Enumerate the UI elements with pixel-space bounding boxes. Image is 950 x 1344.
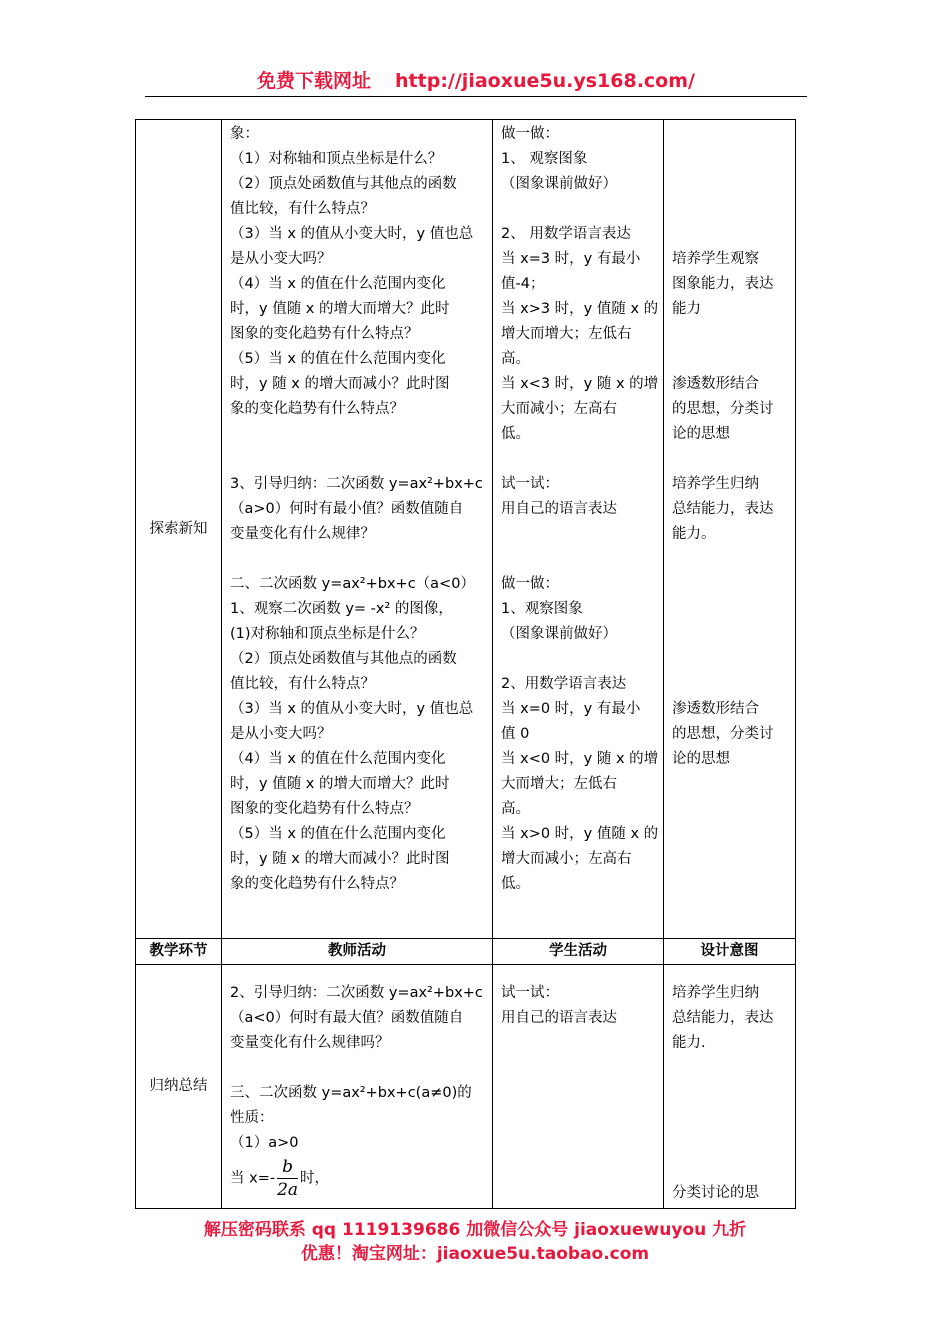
teacher-text-line: （a>0）何时有最小值？函数值随自: [230, 501, 464, 517]
intent-text-line: 的思想，分类讨: [672, 401, 774, 417]
student-text-line: 大而减小；左高右: [501, 401, 617, 417]
teacher-text-line: 象的变化趋势有什么特点？: [230, 876, 404, 892]
intent-text-line: [672, 147, 787, 172]
header-student-activity: 学生活动: [493, 939, 664, 965]
intent-text-line: [672, 1056, 787, 1081]
student-text-line: 高。: [501, 351, 530, 367]
fraction-denominator: 2a: [277, 1180, 299, 1200]
student-activity-cell: [493, 120, 664, 939]
student-text-line: 低。: [501, 426, 530, 442]
student-text-line: （图象课前做好）: [501, 176, 617, 192]
formula-line: [230, 1156, 484, 1201]
intent-text-line: [672, 172, 787, 197]
section-label-summary: 归纳总结: [136, 965, 222, 1209]
intent-text-line: [672, 1081, 787, 1106]
student-activity-cell: [493, 965, 664, 1209]
intent-text-line: 能力.: [672, 1035, 706, 1051]
header-design-intent: 设计意图: [664, 939, 796, 965]
formula-prefix: 当 x=-: [230, 1170, 276, 1187]
teacher-text-line: 三、二次函数 y=ax²+bx+c(a≠0)的: [230, 1085, 472, 1101]
intent-text-line: 论的思想: [672, 751, 730, 767]
student-text-line: 2、用数学语言表达: [501, 676, 627, 692]
teacher-text-line: 变量变化有什么规律？: [230, 526, 375, 542]
student-text-line: 值 0: [501, 726, 530, 742]
footer-line-1: 解压密码联系 qq 1119139686 加微信公众号 jiaoxuewuyou 九折: [203, 1220, 747, 1240]
section-label-explore: 探索新知: [136, 120, 222, 939]
intent-text-line: [672, 1131, 787, 1156]
intent-text-line: 渗透数形结合: [672, 701, 759, 717]
teacher-text-line: 时，y 值随 x 的增大而增大？此时: [230, 301, 450, 317]
intent-text-line: [672, 447, 787, 472]
teacher-text-line: 时，y 随 x 的增大而减小？此时图: [230, 376, 450, 392]
intent-text-line: [672, 1106, 787, 1131]
student-text-line: 试一试：: [501, 985, 559, 1001]
teacher-text-line: （a<0）何时有最大值？函数值随自: [230, 1010, 464, 1026]
teacher-text-line: [230, 1056, 484, 1081]
teacher-text-line: 时，y 值随 x 的增大而增大？此时: [230, 776, 450, 792]
teacher-text-line: [230, 422, 484, 447]
intent-text-line: 的思想，分类讨: [672, 726, 774, 742]
header-title: 免费下载网址: [257, 70, 372, 92]
teacher-text-line: [230, 447, 484, 472]
table-header-row: [136, 939, 796, 965]
student-text-line: [501, 522, 655, 547]
intent-text-line: [672, 672, 787, 697]
teacher-text-line: 2、引导归纳：二次函数 y=ax²+bx+c: [230, 985, 483, 1001]
footer-line-2: 优惠！淘宝网址：jiaoxue5u.taobao.com: [300, 1244, 650, 1264]
intent-text-line: [672, 572, 787, 597]
formula-suffix: 时，: [300, 1170, 330, 1187]
student-text-line: 大而增大；左低右: [501, 776, 617, 792]
intent-text-line: 能力: [672, 301, 701, 317]
teacher-text-line: 是从小变大吗？: [230, 251, 332, 267]
intent-text-line: 分类讨论的思: [672, 1185, 759, 1201]
lesson-table: [135, 119, 796, 1209]
teacher-text-line: 性质：: [230, 1110, 274, 1126]
student-text-line: 当 x=3 时，y 有最小: [501, 251, 641, 267]
intent-text-line: [672, 122, 787, 147]
student-text-line: 低。: [501, 876, 530, 892]
intent-text-line: [672, 347, 787, 372]
fraction: [277, 1156, 298, 1201]
intent-text-line: 培养学生归纳: [672, 985, 759, 1001]
intent-text-line: 总结能力，表达: [672, 1010, 774, 1026]
teacher-text-line: [230, 547, 484, 572]
teacher-text-line: 3、引导归纳：二次函数 y=ax²+bx+c: [230, 476, 483, 492]
table-row-summary: [136, 965, 796, 1209]
teacher-text-line: （3）当 x 的值从小变大时，y 值也总: [230, 226, 474, 242]
intent-text-line: [672, 1156, 787, 1181]
student-text-line: [501, 547, 655, 572]
intent-text-line: [672, 622, 787, 647]
student-text-line: 当 x>0 时，y 值随 x 的: [501, 826, 659, 842]
intent-text-line: [672, 547, 787, 572]
teacher-text-line: （4）当 x 的值在什么范围内变化: [230, 751, 446, 767]
student-text-line: 2、 用数学语言表达: [501, 226, 631, 242]
intent-text-line: [672, 597, 787, 622]
intent-text-line: [672, 222, 787, 247]
teacher-text-line: 变量变化有什么规律吗？: [230, 1035, 390, 1051]
student-text-line: 当 x=0 时，y 有最小: [501, 701, 641, 717]
intent-text-line: [672, 322, 787, 347]
student-text-line: 当 x<3 时，y 随 x 的增: [501, 376, 659, 392]
header-teacher-activity: 教师活动: [222, 939, 493, 965]
student-text-line: 用自己的语言表达: [501, 1010, 617, 1026]
student-text-line: 做一做：: [501, 576, 559, 592]
teacher-text-line: 1、观察二次函数 y= -x² 的图像，: [230, 601, 453, 617]
teacher-text-line: 图象的变化趋势有什么特点？: [230, 801, 419, 817]
intent-text-line: 渗透数形结合: [672, 376, 759, 392]
teacher-text-line: （1）对称轴和顶点坐标是什么？: [230, 151, 443, 167]
teacher-text-line: 象：: [230, 126, 259, 142]
teacher-text-line: 值比较，有什么特点？: [230, 201, 375, 217]
student-text-line: 试一试：: [501, 476, 559, 492]
teacher-activity-cell: [222, 120, 493, 939]
student-text-line: 增大而增大；左低右: [501, 326, 632, 342]
intent-text-line: [672, 647, 787, 672]
student-text-line: 高。: [501, 801, 530, 817]
page-header: [145, 66, 807, 97]
teacher-text-line: （1）a>0: [230, 1135, 299, 1151]
intent-text-line: [672, 197, 787, 222]
intent-text-line: 培养学生归纳: [672, 476, 759, 492]
student-text-line: 当 x<0 时，y 随 x 的增: [501, 751, 659, 767]
fraction-numerator: b: [277, 1156, 298, 1179]
teacher-text-line: （4）当 x 的值在什么范围内变化: [230, 276, 446, 292]
intent-text-line: 培养学生观察: [672, 251, 759, 267]
student-text-line: 做一做：: [501, 126, 559, 142]
student-text-line: 用自己的语言表达: [501, 501, 617, 517]
intent-text-line: 能力。: [672, 526, 716, 542]
design-intent-cell: [664, 965, 796, 1209]
intent-text-line: 图象能力，表达: [672, 276, 774, 292]
teacher-text-line: 时，y 随 x 的增大而减小？此时图: [230, 851, 450, 867]
design-intent-cell: [664, 120, 796, 939]
teacher-text-line: 是从小变大吗？: [230, 726, 332, 742]
teacher-text-line: （5）当 x 的值在什么范围内变化: [230, 351, 446, 367]
teacher-text-line: 象的变化趋势有什么特点？: [230, 401, 404, 417]
table-row-explore: [136, 120, 796, 939]
student-text-line: 增大而减小；左高右: [501, 851, 632, 867]
student-text-line: （图象课前做好）: [501, 626, 617, 642]
student-text-line: [501, 447, 655, 472]
teacher-activity-cell: [222, 965, 493, 1209]
teacher-text-line: 二、二次函数 y=ax²+bx+c（a<0）: [230, 576, 475, 592]
teacher-text-line: （2）顶点处函数值与其他点的函数: [230, 651, 457, 667]
intent-text-line: 总结能力，表达: [672, 501, 774, 517]
student-text-line: 值-4；: [501, 276, 545, 292]
header-teaching-stage: 教学环节: [136, 939, 222, 965]
student-text-line: [501, 197, 655, 222]
teacher-text-line: (1)对称轴和顶点坐标是什么？: [230, 626, 425, 642]
teacher-text-line: （3）当 x 的值从小变大时，y 值也总: [230, 701, 474, 717]
student-text-line: 1、 观察图象: [501, 151, 588, 167]
header-url[interactable]: http://jiaoxue5u.ys168.com/: [395, 70, 695, 92]
teacher-text-line: 值比较，有什么特点？: [230, 676, 375, 692]
student-text-line: 当 x>3 时，y 值随 x 的: [501, 301, 659, 317]
page-footer: [120, 1218, 830, 1266]
student-text-line: [501, 647, 655, 672]
intent-text-line: 论的思想: [672, 426, 730, 442]
teacher-text-line: 图象的变化趋势有什么特点？: [230, 326, 419, 342]
teacher-text-line: （2）顶点处函数值与其他点的函数: [230, 176, 457, 192]
teacher-text-line: （5）当 x 的值在什么范围内变化: [230, 826, 446, 842]
student-text-line: 1、观察图象: [501, 601, 583, 617]
